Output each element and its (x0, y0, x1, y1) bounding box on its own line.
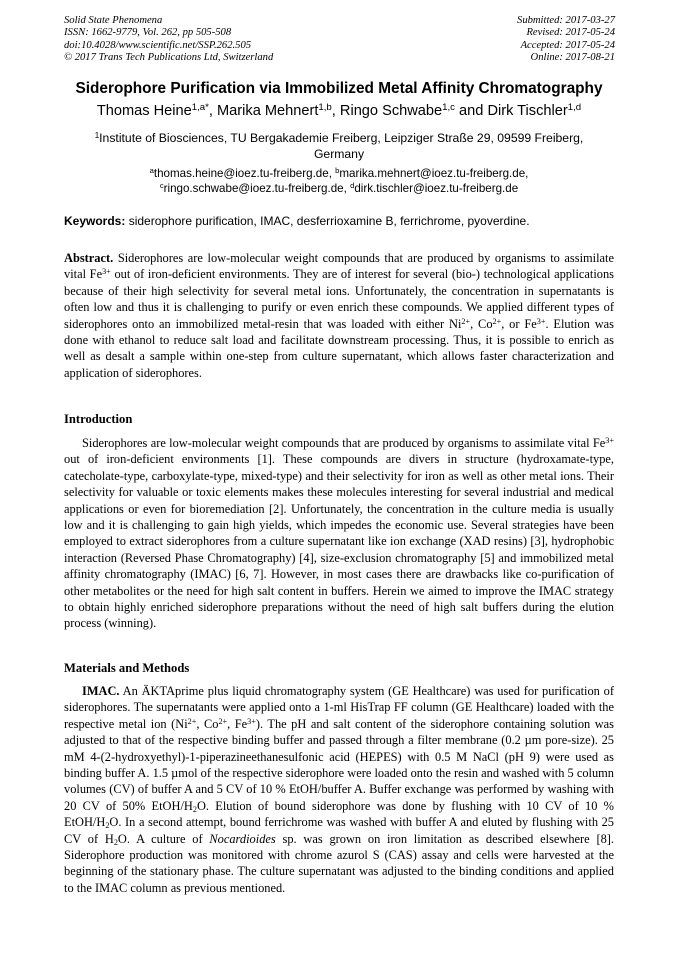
subscript: 2 (105, 821, 110, 831)
date-submitted: Submitted: 2017-03-27 (517, 15, 615, 26)
affiliation-text: Institute of Biosciences, TU Bergakademie Freiberg, Leipziger Straße 29, 09599 Freiberg, Germany (99, 131, 584, 161)
author-name: Thomas Heine (96, 103, 192, 119)
methods-text: O. In a second attempt, bound ferrichrome was washed with buffer A and eluted by flushing with 25 CV of H (64, 815, 614, 846)
date-online: Online: 2017-08-21 (530, 52, 615, 64)
charge-sup: 2+ (492, 316, 502, 326)
author-list (40, 103, 638, 119)
email-mark: b (335, 166, 340, 176)
email-link[interactable]: ringo.schwabe@ioez.tu-freiberg.de (163, 182, 344, 195)
subscript: 2 (113, 837, 118, 847)
author-separator: , (208, 103, 218, 119)
methods-text: sp. was grown on iron limitation as described elsewhere [8]. Siderophore production was monitored with chrome azurol S (CAS) assay and cells were harvested at the beginning of the stationary phase. The culture supernatant was adjusted to the binding conditions and applied to the IMAC column as previous mentioned. (64, 831, 614, 895)
author-name: Ringo Schwabe (339, 103, 443, 119)
author-separator: and (454, 103, 488, 119)
author-affiliation-mark: 1,b (318, 102, 332, 114)
submission-dates (517, 15, 615, 65)
author-name: Dirk Tischler (487, 103, 568, 119)
abstract-text: Siderophores are low-molecular weight compounds that are produced by organisms to assimilate vital Fe (64, 251, 614, 282)
date-revised: Revised: 2017-05-24 (526, 27, 615, 39)
methods-paragraph (64, 683, 614, 896)
abstract-text: , or Fe (501, 316, 537, 331)
methods-text: ). The pH and salt content of the siderophore containing solution was adjusted to that of the respective binding buffer and passed through a filter membrane (0.2 µm pore-size). 25 mM 4-(2-hydroxyethyl)-1-piperazineethanesulfonic acid (HEPES) with 0.5 M NaCl (pH 9) were used as binding buffer A. 1.5 µmol of the respective siderophore were loaded onto the resin and washed with 5 column volumes (CV) of buffer A and 5 CV of 10 % EtOH/buffer A. Buffer exchange was performed by washing with 20 CV of 50% EtOH/H (64, 716, 614, 813)
subscript: 2 (192, 804, 197, 814)
journal-name: Solid State Phenomena (64, 15, 163, 26)
abstract-text: . Elution was done with ethanol to reduce salt load and facilitate downstream processing. Thus, it is possible to enrich as well as desalt a sample within one-step from culture supernatant, which allows faster characterization and application of siderophores. (64, 316, 615, 380)
email-link[interactable]: thomas.heine@ioez.tu-freiberg.de (153, 167, 329, 180)
journal-doi[interactable]: doi:10.4028/www.scientific.net/SSP.262.505 (64, 39, 252, 51)
charge-sup: 3+ (605, 435, 614, 445)
charge-sup: 2+ (218, 716, 228, 726)
methods-text: An ÄKTAprime plus liquid chromatography system (GE Healthcare) was used for purification of siderophores. The supernatants were applied onto a 1-ml HisTrap FF column (GE Healthcare) loaded with the respective metal ion (Ni (64, 684, 614, 731)
methods-text: O. A culture of (117, 831, 210, 846)
charge-sup: 2+ (187, 716, 197, 726)
section-heading-introduction: Introduction (64, 412, 133, 426)
abstract-label: Abstract. (64, 251, 114, 265)
charge-sup: 3+ (247, 716, 256, 726)
author-affiliation-mark: 1,d (567, 102, 582, 114)
abstract-text: , Co (470, 316, 493, 331)
email-mark: a (149, 166, 154, 176)
email-link[interactable]: dirk.tischler@ioez.tu-freiberg.de (354, 182, 519, 195)
keywords (64, 214, 624, 228)
charge-sup: 2+ (461, 316, 471, 326)
email-mark: d (350, 181, 355, 191)
species-name: Nocardioides (209, 831, 276, 846)
methods-text: , Fe (227, 716, 248, 731)
methods-text: , Co (196, 716, 219, 731)
date-accepted: Accepted: 2017-05-24 (520, 39, 615, 51)
abstract-paragraph (64, 250, 614, 381)
paper-title: Siderophore Purification via Immobilized Metal Affinity Chromatography (75, 80, 603, 97)
author-separator: , (331, 103, 340, 119)
author-affiliation-mark: 1,c (442, 102, 455, 114)
journal-copyright: © 2017 Trans Tech Publications Ltd, Switzerland (64, 52, 274, 64)
affiliation (80, 130, 598, 162)
journal-issn: ISSN: 1662-9779, Vol. 262, pp 505-508 (64, 27, 232, 39)
affiliation-mark: 1 (94, 130, 100, 140)
keywords-label: Keywords: (64, 214, 126, 228)
keywords-text: siderophore purification, IMAC, desferrioxamine B, ferrichrome, pyoverdine. (128, 214, 530, 228)
charge-sup: 3+ (102, 267, 111, 277)
methods-text: O. Elution of bound siderophore was done by flushing with 10 CV of 10 % EtOH/H (64, 798, 614, 830)
charge-sup: 3+ (536, 316, 546, 326)
intro-text: out of iron-deficient environments [1]. These compounds are divers in structure (hydroxamate-type, catecholate-type, carboxylate-type, mixed-type) and their selectivity for iron as well as other metal ions. Their selectivity for valuable or toxic elements makes these molecules interesting for several industrial and medical applications or even for bioremediation [2]. Unfortunately, the concentration in the culture media is usually low and it is challenging to gain high yields, which impedes the economic use. Several strategies have been employed to extract siderophores from a culture supernatant like ion exchange (XAD resins) [3], hydrophobic interaction (Reversed Phase Chromatography) [4], size-exclusion chromatography [5] and immobilized metal affinity chromatography (IMAC) [6, 7]. However, in most cases there are drawbacks like co-purification of other metabolites or the need for high salt content in buffers. Herein we aimed to improve the IMAC strategy to obtain highly enriched siderophore preparations without the need of high salt buffers during the elution process (winning). (64, 452, 614, 631)
author-affiliation-mark: 1,a* (191, 102, 209, 114)
author-name: Marika Mehnert (217, 103, 319, 119)
email-mark: c (159, 181, 164, 191)
intro-text: Siderophores are low-molecular weight compounds that are produced by organisms to assimilate vital Fe (82, 436, 606, 450)
abstract-text: out of iron-deficient environments. They are of interest for several (bio-) technological applications because of their high selectivity for several metal ions. Unfortunately, the concentration in supernatants is often low and thus it is challenging to purify or even enrich these compounds. We applied different types of siderophores onto an immobilized metal-resin that was loaded with either Ni (64, 267, 614, 331)
subsection-runin-imac: IMAC. (82, 684, 120, 698)
email-link[interactable]: marika.mehnert@ioez.tu-freiberg.de (339, 167, 526, 180)
journal-info (64, 15, 273, 65)
email-list: $^a$thomas.heine@ioez.tu-freiberg.de, $^b$marika.mehnert@ioez.tu-freiberg.de, $^c$ringo.schwabe@ioez.tu-freiberg.de, $^d$dirk.tischler@ioez.tu-freiberg.de (149, 166, 529, 195)
section-heading-methods: Materials and Methods (64, 661, 190, 675)
introduction-paragraph (64, 435, 614, 632)
